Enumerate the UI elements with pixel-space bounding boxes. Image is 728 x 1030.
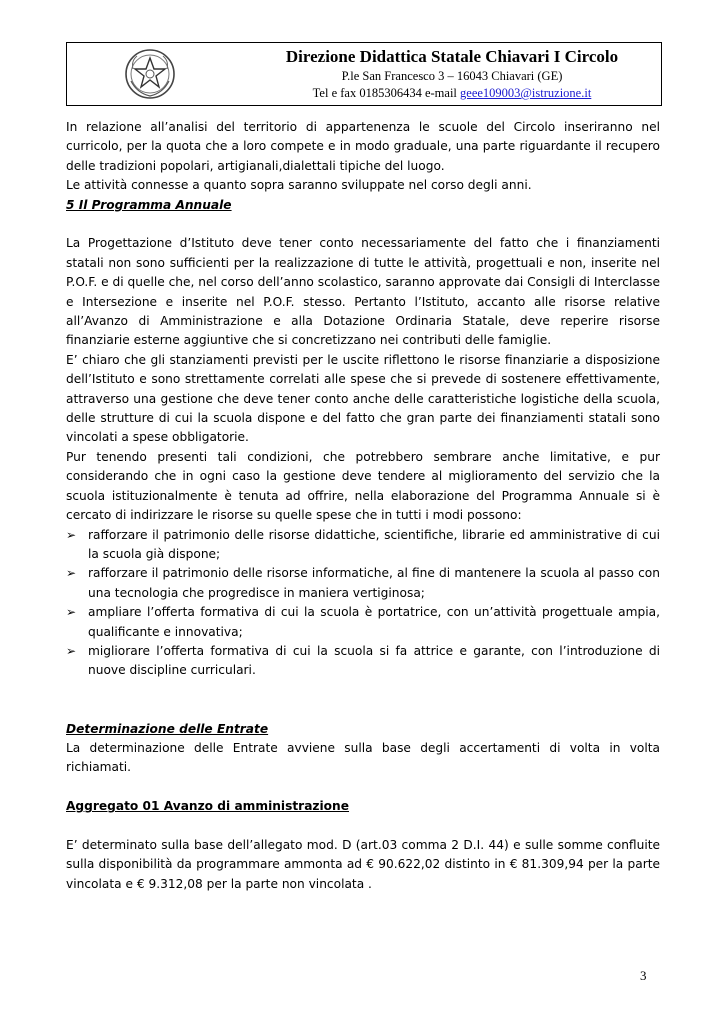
section-5-paragraph-1: La Progettazione d’Istituto deve tener conto necessariamente del fatto che i finanziamenti statali non sono sufficienti per la realizzazione di tutte le attività, progettuali e non, inserite nel P.O.F. e di quelle che, nel corso dell’anno scolastico, saranno approvate dai Consigli di Interclasse e Intersezione e inserite nel P.O.F. stesso. Pertanto l’Istituto, accanto alle risorse relative all’Avanzo di Amministrazione e alla Dotazione Ordinaria Statale, deve reperire risorse finanziarie esterne aggiuntive che si concretizzano nei contributi delle famiglie.: [66, 236, 660, 348]
objectives-list: [66, 526, 660, 681]
arrowhead-bullet-icon: ➢: [66, 566, 77, 581]
school-contact: [243, 85, 661, 101]
entrate-paragraph: La determinazione delle Entrate avviene sulla base degli accertamenti di volta in volta richiamati.: [66, 740, 660, 775]
list-item: ➢ migliorare l’offerta formativa di cui la scuola si fa attrice e garante, con l’introduzione di nuove discipline curriculari.: [66, 643, 660, 678]
list-item: ➢ rafforzare il patrimonio delle risorse didattiche, scientifiche, librarie ed amministrative di cui la scuola già dispone;: [66, 527, 660, 561]
school-name: Direzione Didattica Statale Chiavari I Circolo: [285, 47, 619, 66]
section-5-heading: 5 Il Programma Annuale: [66, 197, 232, 212]
aggregato-paragraph: E’ determinato sulla base dell’allegato mod. D (art.03 comma 2 D.I. 44) e sulle somme confluite sulla disponibilità da programmare ammonta ad € 90.622,02 distinto in € 81.309,94 per la parte vincolata e € 9.312,08 per la parte non vincolata .: [66, 837, 660, 891]
aggregato-heading: Aggregato 01 Avanzo di amministrazione: [66, 799, 350, 814]
section-5-paragraph-3: Pur tenendo presenti tali condizioni, che potrebbero sembrare anche limitative, e pur considerando che in ogni caso la gestione deve tendere al miglioramento del servizio che la scuola istituzionalmente è tenuta ad offrire, nella elaborazione del Programma Annuale si è cercato di indirizzare le risorse su quelle spese che in tutti i modi possono:: [66, 449, 660, 523]
document-body: [66, 118, 660, 894]
letterhead: [66, 42, 662, 106]
entrate-heading: Determinazione delle Entrate: [66, 721, 269, 736]
email-link[interactable]: geee109003@istruzione.it: [460, 86, 592, 100]
letterhead-text: [243, 43, 661, 105]
intro-paragraph: In relazione all’analisi del territorio di appartenenza le scuole del Circolo inseriranno nel curricolo, per la quota che a loro compete e in modo graduale, una parte riguardante il recupero delle tradizioni popolari, artigianali,dialettali tipiche del luogo.: [66, 120, 660, 173]
contact-phone: Tel e fax 0185306434 e-mail: [312, 86, 461, 100]
list-item: ➢ ampliare l’offerta formativa di cui la scuola è portatrice, con un’attività progettuale ampia, qualificante e innovativa;: [66, 605, 660, 639]
section-5-paragraph-2: E’ chiaro che gli stanziamenti previsti per le uscite riflettono le risorse finanziarie a disposizione dell’Istituto e sono strettamente correlati alle spese che si prevede di sostenere effettivamente, attraverso una gestione che deve tener conto anche delle caratteristiche logistiche della scuola, delle strutture di cui la scuola dispone e del fatto che gran parte dei finanziamenti statali sono vincolati a spese obbligatorie.: [66, 352, 660, 445]
school-address: P.le San Francesco 3 – 16043 Chiavari (GE): [341, 69, 563, 83]
page-number: 3: [640, 968, 647, 983]
arrowhead-bullet-icon: ➢: [66, 605, 77, 620]
seal-cell: [67, 43, 243, 105]
intro-paragraph-2: Le attività connesse a quanto sopra saranno sviluppate nel corso degli anni.: [66, 178, 532, 193]
italian-republic-emblem-icon: [123, 47, 177, 101]
list-item: ➢ rafforzare il patrimonio delle risorse informatiche, al fine di mantenere la scuola al passo con una tecnologia che progredisce in maniera vertiginosa;: [66, 566, 660, 600]
arrowhead-bullet-icon: ➢: [66, 643, 77, 658]
arrowhead-bullet-icon: ➢: [66, 527, 77, 542]
